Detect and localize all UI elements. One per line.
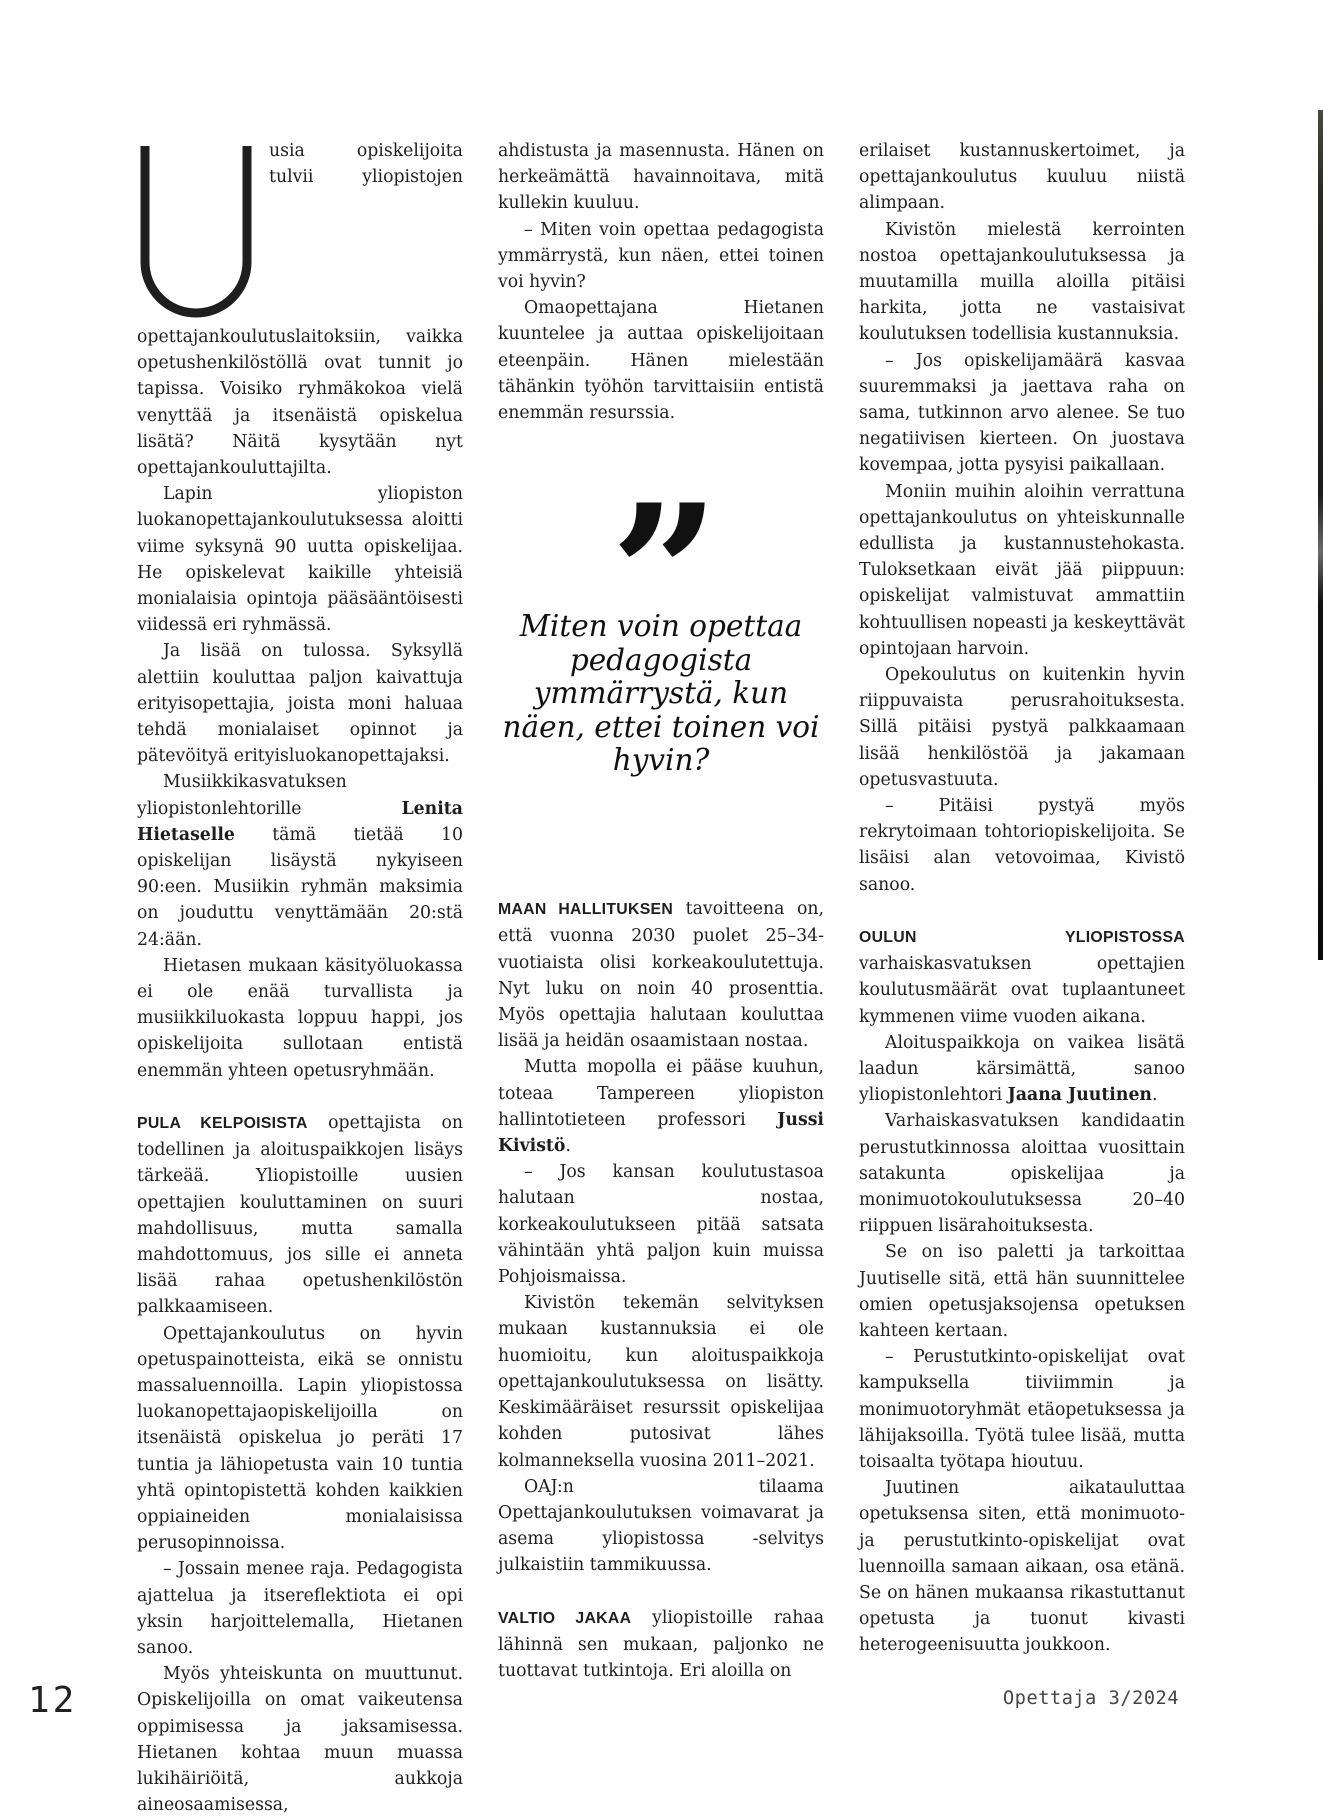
- quote-paragraph: – Jos opiskelijamäärä kasvaa suuremmaksi ja jaettava raha on sama, tutkinnon arvo alenee. Se tuo negatiivisen kierteen. On juostava kovempaa, jotta pysyisi paikallaan.: [859, 350, 1185, 476]
- article-column-2: [498, 138, 824, 1684]
- body-paragraph: Opettajankoulutus on hyvin opetuspainotteista, eikä se onnistu massaluennoilla. Lapin yliopistossa luokanopettajaopiskelijoilla on itsenäistä opiskelua jo peräti 17 tuntia ja lähiopetusta vain 10 tuntia yhtä opintopistettä kohden kaikkien oppiaineiden monialaisissa perusopinnoissa.: [137, 1323, 463, 1554]
- edge-photo-strip: [1318, 110, 1323, 960]
- body-paragraph: Opekoulutus on kuitenkin hyvin riippuvaista perusrahoituksesta. Sillä pitäisi pystyä palkkaamaan lisää henkilöstöä ja jakamaan opetusvastuuta.: [859, 665, 1185, 790]
- section-paragraph: PULA KELPOISISTA opettajista on todellinen ja aloituspaikkojen lisäys tärkeää. Yliopistoille uusien opettajien kouluttaminen on suuri mahdollisuus, mutta samalla mahdottomuus, jos sille ei anneta lisää rahaa opetushenkilöstön palkkaamiseen.: [137, 1112, 463, 1318]
- body-paragraph: ahdistusta ja masennusta. Hänen on herkeämättä havainnoitava, mitä kullekin kuuluu.: [498, 141, 824, 214]
- body-paragraph: Myös yhteiskunta on muuttunut. Opiskelijoilla on omat vaikeutensa oppimisessa ja jaksamisessa. Hietanen kohtaa muun muassa lukihäiriöitä, aukkoja aineosaamisessa,: [137, 1664, 463, 1816]
- section-lead-in: OULUN YLIOPISTOSSA: [859, 928, 1185, 946]
- section-lead-in: MAAN HALLITUKSEN: [498, 901, 674, 919]
- person-name: Jussi Kivistö: [498, 1109, 824, 1157]
- body-paragraph: Moniin muihin aloihin verrattuna opettajankoulutus on yhteiskunnalle edullista ja kustannustehokasta. Tuloksetkaan eivät jää piippuun: opiskelijat valmistuvat ammattiin kohtuullisen nopeasti ja keskeyttävät opintojaan harvoin.: [859, 481, 1185, 659]
- person-name: Jaana Juutinen: [1007, 1085, 1152, 1106]
- article-column-1: [137, 138, 463, 1818]
- body-paragraph: Lapin yliopiston luokanopettajankoulutuksessa aloitti viime syksynä 90 uutta opiskelijaa. He opiskelevat kaikille yhteisiä monialaisia opintoja pääsääntöisesti viidessä eri ryhmässä.: [137, 484, 463, 636]
- body-paragraph: Hietasen mukaan käsityöluokassa ei ole enää turvallista ja musiikkiluokasta loppuu happi, jos opiskelijoita sullotaan entistä enemmän yhteen opetusryhmään.: [137, 955, 463, 1081]
- body-paragraph: Musiikkikasvatuksen yliopistonlehtorille Lenita Hietaselle tämä tietää 10 opiskelijan lisäystä nykyiseen 90:een. Musiikin ryhmän maksimia on jouduttu venyttämään 20:stä 24:ään.: [137, 772, 463, 950]
- section-paragraph: MAAN HALLITUKSEN tavoitteena on, että vuonna 2030 puolet 25–34-vuotiaista olisi korkeakoulutettuja. Nyt luku on noin 40 prosenttia. Myös opettajia halutaan kouluttaa lisää ja heidän osaamistaan nostaa.: [498, 899, 824, 1052]
- person-name: Lenita Hietaselle: [137, 798, 463, 845]
- body-paragraph: Mutta mopolla ei pääse kuuhun, toteaa Tampereen yliopiston hallintotieteen professori Jussi Kivistö.: [498, 1057, 824, 1157]
- page-number: 12: [28, 1680, 78, 1721]
- quote-paragraph: – Miten voin opettaa pedagogista ymmärrystä, kun näen, ettei toinen voi hyvin?: [498, 219, 824, 293]
- quote-paragraph: – Pitäisi pystyä myös rekrytoimaan tohtoriopiskelijoita. Se lisäisi alan vetovoimaa, Kivistö sanoo.: [859, 796, 1185, 895]
- publication-folio: Opettaja 3/2024: [1003, 1688, 1180, 1709]
- article-column-3: [859, 138, 1185, 1659]
- body-paragraph: Omaopettajana Hietanen kuuntelee ja auttaa opiskelijoitaan eteenpäin. Hänen mielestään tähänkin työhön tarvittaisiin entistä enemmän resurssia.: [498, 298, 824, 424]
- quote-mark-icon: [498, 500, 824, 610]
- body-paragraph: Kivistön mielestä kerrointen nostoa opettajankoulutuksessa ja muutamilla muilla aloilla pitäisi harkita, jotta ne vastaisivat koulutuksen todellisia kustannuksia.: [859, 219, 1185, 345]
- body-paragraph: Ja lisää on tulossa. Syksyllä alettiin kouluttaa paljon kaivattuja erityisopettajia, joista moni haluaa tehdä monialaiset opinnot ja pätevöityä erityisluokanopettajaksi.: [137, 641, 463, 767]
- section-lead-in: PULA KELPOISISTA: [137, 1114, 308, 1132]
- body-paragraph: OAJ:n tilaama Opettajankoulutuksen voimavarat ja asema yliopistossa -selvitys julkaistiin tammikuussa.: [498, 1476, 824, 1576]
- body-paragraph: Juutinen aikatauluttaa opetuksensa siten, että monimuoto- ja perustutkinto-opiskelijat ovat luennoilla samaan aikaan, osa etänä. Se on hänen mukaansa rikastuttanut opetusta ja tuonut kivasti heterogeenisuutta joukkoon.: [859, 1478, 1185, 1656]
- pull-quote: [498, 500, 824, 778]
- section-paragraph: VALTIO JAKAA yliopistoille rahaa lähinnä sen mukaan, paljonko ne tuottavat tutkintoja. Eri aloilla on: [498, 1607, 824, 1681]
- body-paragraph: erilaiset kustannuskertoimet, ja opettajankoulutus kuuluu niistä alimpaan.: [859, 141, 1185, 214]
- quote-paragraph: – Jossain menee raja. Pedagogista ajattelua ja itsereflektiota ei opi yksin harjoittelemalla, Hietanen sanoo.: [137, 1559, 463, 1658]
- body-paragraph: Aloituspaikkoja on vaikea lisätä laadun kärsimättä, sanoo yliopistonlehtori Jaana Juutinen.: [859, 1032, 1185, 1106]
- dropcap-letter-u: [137, 144, 255, 324]
- section-lead-in: VALTIO JAKAA: [498, 1609, 632, 1627]
- body-paragraph: Kivistön tekemän selvityksen mukaan kustannuksia ei ole huomioitu, kun aloituspaikkoja opettajankoulutuksessa on lisätty. Keskimääräiset resurssit opiskelijaa kohden putosivat lähes kolmanneksella vuosina 2011–2021.: [498, 1293, 824, 1471]
- body-paragraph: Varhaiskasvatuksen kandidaatin perustutkinnossa aloittaa vuosittain satakunta opiskelijaa ja monimuotokoulutuksessa 20–40 riippuen lisärahoituksesta.: [859, 1111, 1185, 1237]
- quote-paragraph: – Perustutkinto-opiskelijat ovat kampuksella tiiviimmin ja monimuotoryhmät etäopetuksessa ja lähijaksoilla. Työtä tulee lisää, mutta toisaalta työtapa hioutuu.: [859, 1347, 1185, 1472]
- section-paragraph: OULUN YLIOPISTOSSA varhaiskasvatuksen opettajien koulutusmäärät ovat tuplaantuneet kymmenen viime vuoden aikana.: [859, 928, 1185, 1027]
- pull-quote-text: Miten voin opettaa pedagogista ymmärrystä, kun näen, ettei toinen voi hyvin?: [502, 609, 820, 777]
- quote-paragraph: – Jos kansan koulutustasoa halutaan nostaa, korkeakoulutukseen pitää satsata vähintään yhtä paljon kuin muissa Pohjoismaissa.: [498, 1162, 824, 1288]
- intro-paragraph: usia opiskelijoita tulvii yliopistojen opettajankoulutuslaitoksiin, vaikka opetushenkilöstöllä ovat tunnit jo tapissa. Voisiko ryhmäkokoa vielä venyttää ja itsenäistä opiskelua lisätä? Näitä kysytään nyt opettajankouluttajilta.: [137, 141, 463, 479]
- body-paragraph: Se on iso paletti ja tarkoittaa Juutiselle sitä, että hän suunnittelee omien opetusjaksojensa opetuksen kahteen kertaan.: [859, 1242, 1185, 1341]
